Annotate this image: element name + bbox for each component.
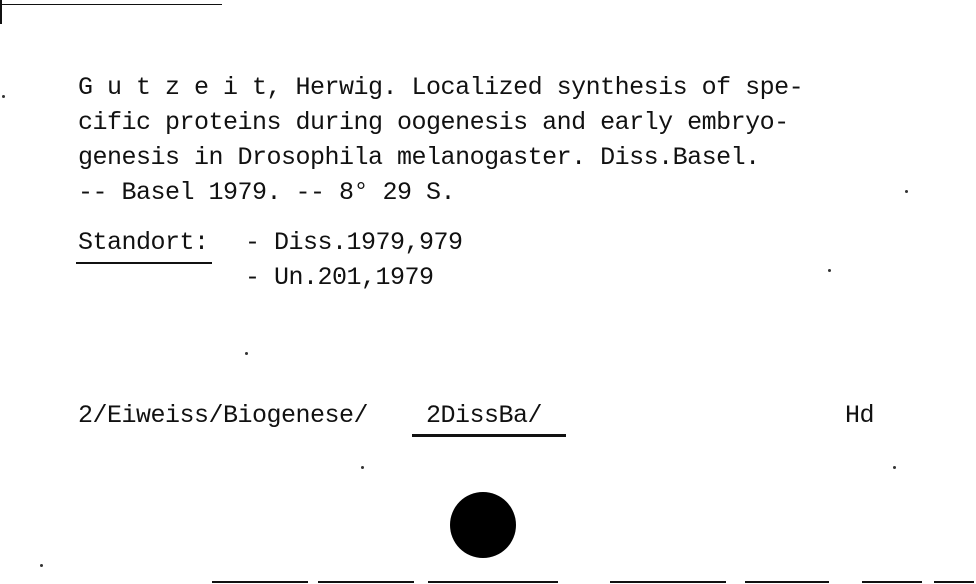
standort-location-1: - Diss.1979,979 bbox=[245, 228, 463, 257]
bottom-edge-dash bbox=[212, 581, 308, 583]
bottom-edge-dash bbox=[862, 581, 922, 583]
standort-label: Standort: bbox=[78, 228, 209, 257]
speck bbox=[2, 95, 5, 98]
bottom-edge-dash bbox=[934, 581, 974, 583]
bottom-edge-dash bbox=[610, 581, 726, 583]
speck bbox=[361, 466, 364, 469]
entry-line-3: genesis in Drosophila melanogaster. Diss.Basel. bbox=[78, 143, 760, 172]
entry-line-2: cific proteins during oogenesis and early embryo- bbox=[78, 108, 789, 137]
standort-underline bbox=[76, 262, 212, 264]
dissertation-code: 2DissBa/ bbox=[426, 401, 543, 430]
speck bbox=[828, 269, 831, 272]
standort-location-2: - Un.201,1979 bbox=[245, 263, 434, 292]
entry-line-1: G u t z e i t, Herwig. Localized synthesis of spe- bbox=[78, 73, 804, 102]
speck bbox=[245, 352, 248, 355]
dissertation-code-underline bbox=[412, 434, 566, 437]
left-edge-mark bbox=[0, 0, 2, 24]
subject-heading: 2/Eiweiss/Biogenese/ bbox=[78, 401, 369, 430]
top-edge-line bbox=[0, 4, 222, 5]
bottom-edge-dash bbox=[745, 581, 829, 583]
speck bbox=[40, 564, 43, 567]
bottom-edge-dash bbox=[428, 581, 558, 583]
entry-line-4: -- Basel 1979. -- 8° 29 S. bbox=[78, 178, 456, 207]
bottom-edge-dash bbox=[318, 581, 414, 583]
card-punch-hole bbox=[450, 492, 516, 558]
cataloger-initials: Hd bbox=[845, 401, 875, 430]
speck bbox=[893, 466, 896, 469]
speck bbox=[905, 190, 908, 193]
